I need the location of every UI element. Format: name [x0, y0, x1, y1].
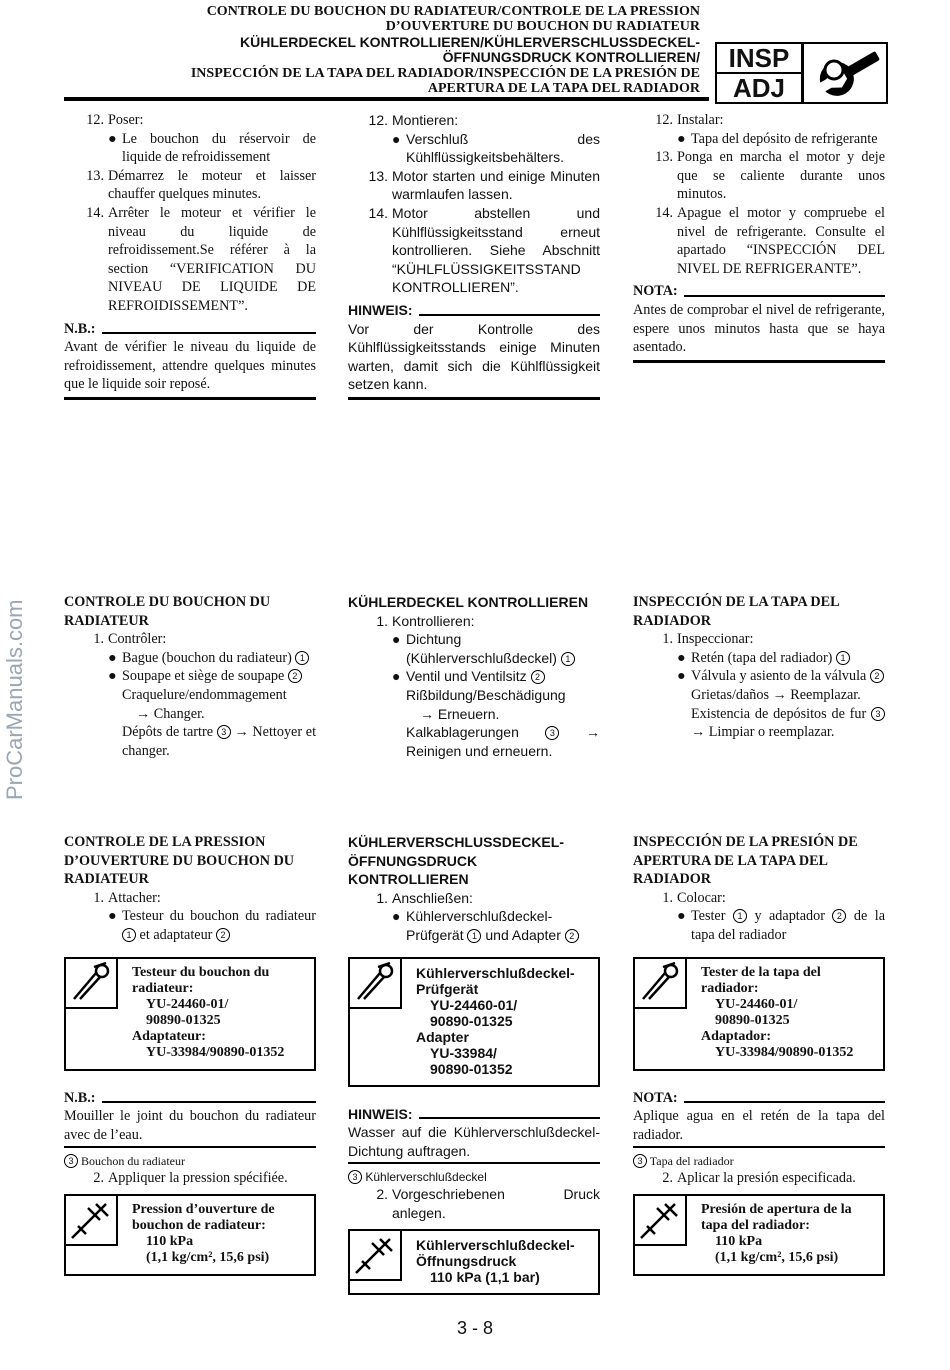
action-text: → Reinigen und erneuern. — [406, 724, 600, 759]
result-text: Kalkablagerungen — [406, 724, 519, 741]
tool-name: Kühlerverschlußdeckel-Prüfgerät — [416, 964, 575, 997]
bullet-icon: ● — [392, 908, 401, 925]
spec-value: (1,1 kg/cm², 15,6 psi) — [146, 1249, 270, 1265]
es-section-cap-inspection — [633, 593, 885, 742]
tool-name: Adaptateur: — [132, 1028, 206, 1044]
step-number: 12. — [86, 112, 104, 128]
section-title: KÜHLERVERSCHLUSSDECKEL-ÖFFNUNGSDRUCK KONTROLLIEREN — [348, 834, 564, 888]
note-label: NOTA: — [633, 1089, 678, 1106]
caliper-icon — [350, 1231, 402, 1281]
step-text: Inspeccionar: — [677, 631, 754, 648]
step-number: 1. — [376, 889, 388, 906]
bullet-text: Soupape et siège de soupape — [122, 668, 285, 685]
tool-icon — [635, 959, 687, 1009]
bullet-text: Le bouchon du réservoir de liquide de refroidissement — [122, 130, 316, 166]
spec-name: Kühlerverschlußdeckel-Öffnungsdruck — [416, 1236, 575, 1269]
tool-box — [64, 957, 316, 1071]
step-number: 1. — [93, 889, 104, 906]
section-title: INSPECCIÓN DE LA PRESIÓN DE APERTURA DE LA TAPA DEL RADIADOR — [633, 834, 858, 888]
header-title-de-1: KÜHLERDECKEL KONTROLLIEREN/KÜHLERVERSCHLUSSDECKEL- — [240, 33, 700, 50]
step-number: 14. — [368, 204, 388, 221]
step-text: Contrôler: — [108, 631, 167, 648]
bullet-text: Tester — [691, 908, 726, 925]
de-section-cap-inspection — [348, 593, 600, 760]
step-text: Attacher: — [108, 889, 161, 906]
step-text: Appliquer la pression spécifiée. — [108, 1170, 288, 1187]
header-title-es-1: INSPECCIÓN DE LA TAPA DEL RADIADOR/INSPECCIÓN DE LA PRESIÓN DE — [190, 65, 700, 81]
step-number: 12. — [655, 112, 673, 128]
bullet-icon: ● — [392, 130, 401, 147]
tool-box — [633, 957, 885, 1071]
marker-3: 3 — [348, 1170, 362, 1184]
legend-text: Bouchon du radiateur — [81, 1154, 185, 1169]
step-text: Poser: — [108, 112, 144, 128]
section-title: CONTROLE DU BOUCHON DU RADIATEUR — [64, 594, 271, 629]
spec-box — [348, 1229, 600, 1295]
note-text: Vor der Kontrolle des Kühlflüssigkeitsstands einige Minuten warten, damit sich die Kühlflüssigkeit setzen kann. — [348, 320, 600, 393]
marker-2: 2 — [832, 909, 846, 923]
tool-name: Tester de la tapa del radiador: — [701, 964, 821, 996]
bullet-icon: ● — [108, 649, 117, 666]
spec-value: 110 kPa — [715, 1233, 763, 1249]
note-end-rule — [64, 397, 316, 400]
badge-insp: INSP — [717, 44, 801, 74]
bullet-text: Retén (tapa del radiador) — [691, 649, 833, 666]
tool-part-number: YU-24460-01/ — [430, 996, 518, 1013]
tool-part-number: YU-24460-01/ — [715, 996, 798, 1012]
fr-section-coolant — [64, 111, 316, 400]
header-title-fr-1: CONTROLE DU BOUCHON DU RADIATEUR/CONTROLE DE LA PRESSION — [206, 4, 700, 19]
caliper-icon — [635, 1196, 687, 1246]
note-text: Mouiller le joint du bouchon du radiateur avec de l’eau. — [64, 1108, 316, 1143]
badge-adj: ADJ — [732, 73, 785, 103]
bullet-text: et adaptateur — [139, 926, 213, 943]
tool-name: Adapter — [416, 1028, 469, 1045]
tool-icon — [350, 959, 402, 1009]
note-text: Wasser auf die Kühlerverschlußdeckel-Dichtung auftragen. — [348, 1124, 600, 1159]
bullet-text: Testeur du bouchon du radiateur — [122, 908, 316, 925]
step-text: Arrêter le moteur et vérifier le niveau du liquide de refroidissement.Se référer à la section “VERIFICATION DU NIVEAU DE LIQUIDE DE REFROIDISSEMENT”. — [108, 204, 316, 314]
tool-box — [348, 957, 600, 1087]
bullet-icon: ● — [677, 649, 686, 666]
step-text: Démarrez le moteur et laisser chauffer quelques minutes. — [108, 167, 316, 203]
step-number: 1. — [93, 631, 104, 648]
step-number: 12. — [368, 112, 388, 128]
step-text: Apague el motor y compruebe el nivel de refrigerante. Consulte el apartado “INSPECCIÓN DEL NIVEL DE REFRIGERANTE”. — [677, 204, 885, 277]
bullet-icon: ● — [677, 668, 686, 685]
page-number: 3 - 8 — [456, 1318, 494, 1338]
bullet-text: de la tapa del radiador — [691, 908, 886, 943]
marker-2: 2 — [216, 928, 230, 942]
note-label: HINWEIS: — [348, 301, 413, 318]
legend-text: Tapa del radiador — [649, 1154, 734, 1169]
step-text: Anschließen: — [392, 889, 473, 906]
tool-part-number: 90890-01325 — [715, 1012, 790, 1028]
marker-3: 3 — [871, 707, 885, 721]
bullet-text: Bague (bouchon du radiateur) — [122, 649, 292, 666]
bullet-text: Ventil und Ventilsitz — [406, 668, 527, 685]
step-text: Colocar: — [677, 889, 726, 906]
spec-box — [633, 1194, 885, 1276]
de-section-cap-pressure — [348, 833, 600, 1295]
spec-value: 110 kPa — [146, 1233, 194, 1249]
bullet-icon: ● — [108, 668, 117, 685]
section-title: INSPECCIÓN DE LA TAPA DEL RADIADOR — [633, 594, 839, 629]
page-header — [120, 4, 700, 96]
result-text: Dépôts de tartre — [122, 724, 213, 741]
caliper-icon — [66, 1196, 118, 1246]
bullet-icon: ● — [677, 130, 686, 147]
bullet-icon: ● — [392, 668, 401, 685]
bullet-text: Kühlerverschlußdeckel-Prüfgerät — [406, 908, 553, 943]
header-rule — [64, 97, 709, 101]
note-label: NOTA: — [633, 283, 678, 300]
bullet-icon: ● — [392, 631, 401, 648]
result-text: Existencia de depósitos de fur — [691, 705, 867, 722]
result-text: Grietas/daños → Reemplazar. — [691, 686, 861, 703]
fr-section-cap-pressure — [64, 833, 316, 1276]
bullet-icon: ● — [677, 908, 686, 925]
action-text: → Erneuern. — [420, 705, 500, 722]
tool-part-number: YU-33984/ — [430, 1044, 497, 1061]
step-number: 13. — [368, 167, 388, 184]
result-text: Rißbildung/Beschädigung — [406, 686, 566, 703]
step-text: Instalar: — [677, 112, 724, 128]
step-text: Vorgeschriebenen Druck anlegen. — [392, 1186, 600, 1221]
action-text: → Changer. — [136, 705, 205, 722]
de-section-coolant — [348, 111, 600, 400]
wrench-icon — [802, 42, 888, 104]
legend-text: Kühlerverschlußdeckel — [365, 1170, 487, 1185]
step-number: 13. — [655, 149, 673, 166]
marker-2: 2 — [288, 669, 302, 683]
marker-3: 3 — [217, 725, 231, 739]
tool-part-number: 90890-01325 — [146, 1012, 221, 1028]
marker-1: 1 — [836, 651, 850, 665]
spec-name: Pression d’ouverture de bouchon de radiateur: — [132, 1201, 275, 1233]
header-title-de-2: ÖFFNUNGSDRUCK KONTROLLIEREN/ — [442, 49, 700, 66]
step-text: Montieren: — [392, 112, 459, 128]
spec-name: Presión de apertura de la tapa del radiador: — [701, 1201, 852, 1233]
bullet-text: Tapa del depósito de refrigerante — [691, 130, 878, 147]
spec-value: (1,1 kg/cm², 15,6 psi) — [715, 1249, 839, 1265]
insp-adj-badge — [715, 42, 803, 104]
note-end-rule — [348, 397, 600, 400]
step-number: 1. — [376, 612, 388, 629]
bullet-text: y adaptador — [754, 908, 825, 925]
tool-name: Testeur du bouchon du radiateur: — [132, 964, 270, 996]
step-number: 2. — [376, 1186, 388, 1203]
watermark-text: ProCarManuals.com — [2, 599, 27, 800]
step-number: 1. — [662, 889, 673, 906]
marker-2: 2 — [565, 929, 579, 943]
marker-2: 2 — [870, 669, 884, 683]
section-title: CONTROLE DE LA PRESSION D’OUVERTURE DU BOUCHON DU RADIATEUR — [64, 834, 295, 888]
note-label: N.B.: — [64, 1089, 96, 1106]
step-text: Aplicar la presión especificada. — [677, 1170, 856, 1187]
note-end-rule — [633, 360, 885, 363]
fr-section-cap-inspection — [64, 593, 316, 760]
header-title-es-2: APERTURA DE LA TAPA DEL RADIADOR — [427, 81, 700, 97]
note-text: Antes de comprobar el nivel de refrigerante, espere unos minutos hasta que se haya asentado. — [633, 301, 885, 356]
bullet-icon: ● — [108, 130, 117, 147]
bullet-icon: ● — [108, 908, 117, 925]
marker-1: 1 — [295, 651, 309, 665]
tool-part-number: 90890-01352 — [430, 1060, 513, 1077]
bullet-text: und Adapter — [485, 926, 561, 943]
note-text: Aplique agua en el retén de la tapa del radiador. — [633, 1108, 885, 1143]
bullet-text: Dichtung (Kühlerverschlußdeckel) — [406, 631, 557, 666]
step-number: 14. — [655, 204, 673, 221]
tool-name: Adaptador: — [701, 1028, 772, 1044]
step-number: 2. — [662, 1170, 673, 1187]
action-text: → Nettoyer et changer. — [122, 724, 317, 759]
step-text: Motor abstellen und Kühlflüssigkeitsstand erneut kontrollieren. Siehe Abschnitt “KÜHLFLÜSSIGKEITSSTAND KONTROLLIEREN”. — [392, 204, 600, 296]
marker-3: 3 — [64, 1154, 78, 1168]
step-text: Motor starten und einige Minuten warmlaufen lassen. — [392, 167, 600, 203]
es-section-cap-pressure — [633, 833, 885, 1276]
tool-icon — [66, 959, 118, 1009]
marker-2: 2 — [531, 670, 545, 684]
tool-part-number: YU-24460-01/ — [146, 996, 229, 1012]
marker-3: 3 — [633, 1154, 647, 1168]
note-text: Avant de vérifier le niveau du liquide de refroidissement, attendre quelques minutes que le liquide soir reposé. — [64, 339, 316, 393]
step-number: 14. — [86, 204, 104, 221]
marker-1: 1 — [733, 909, 747, 923]
marker-1: 1 — [467, 929, 481, 943]
tool-part-number: 90890-01325 — [430, 1012, 513, 1029]
step-text: Kontrollieren: — [392, 612, 475, 629]
marker-1: 1 — [561, 652, 575, 666]
section-title: KÜHLERDECKEL KONTROLLIEREN — [348, 594, 589, 610]
result-text: Craquelure/endommagement — [122, 686, 287, 703]
marker-1: 1 — [122, 928, 136, 942]
step-number: 1. — [662, 631, 673, 648]
es-section-coolant — [633, 111, 885, 363]
tool-part-number: YU-33984/90890-01352 — [146, 1044, 285, 1060]
spec-box — [64, 1194, 316, 1276]
action-text: → Limpiar o reemplazar. — [691, 724, 835, 741]
bullet-text: Verschluß des Kühlflüssigkeitsbehälters. — [406, 130, 600, 166]
bullet-text: Válvula y asiento de la válvula — [691, 668, 867, 685]
note-label: N.B.: — [64, 320, 96, 337]
step-text: Ponga en marcha el motor y deje que se caliente durante unos minutos. — [677, 149, 885, 203]
spec-value: 110 kPa (1,1 bar) — [430, 1268, 540, 1285]
step-number: 13. — [86, 167, 104, 184]
tool-part-number: YU-33984/90890-01352 — [715, 1044, 854, 1060]
marker-3: 3 — [545, 726, 559, 740]
note-label: HINWEIS: — [348, 1105, 413, 1122]
step-number: 2. — [93, 1170, 104, 1187]
watermark — [0, 568, 30, 808]
header-title-fr-2: D’OUVERTURE DU BOUCHON DU RADIATEUR — [385, 19, 700, 35]
